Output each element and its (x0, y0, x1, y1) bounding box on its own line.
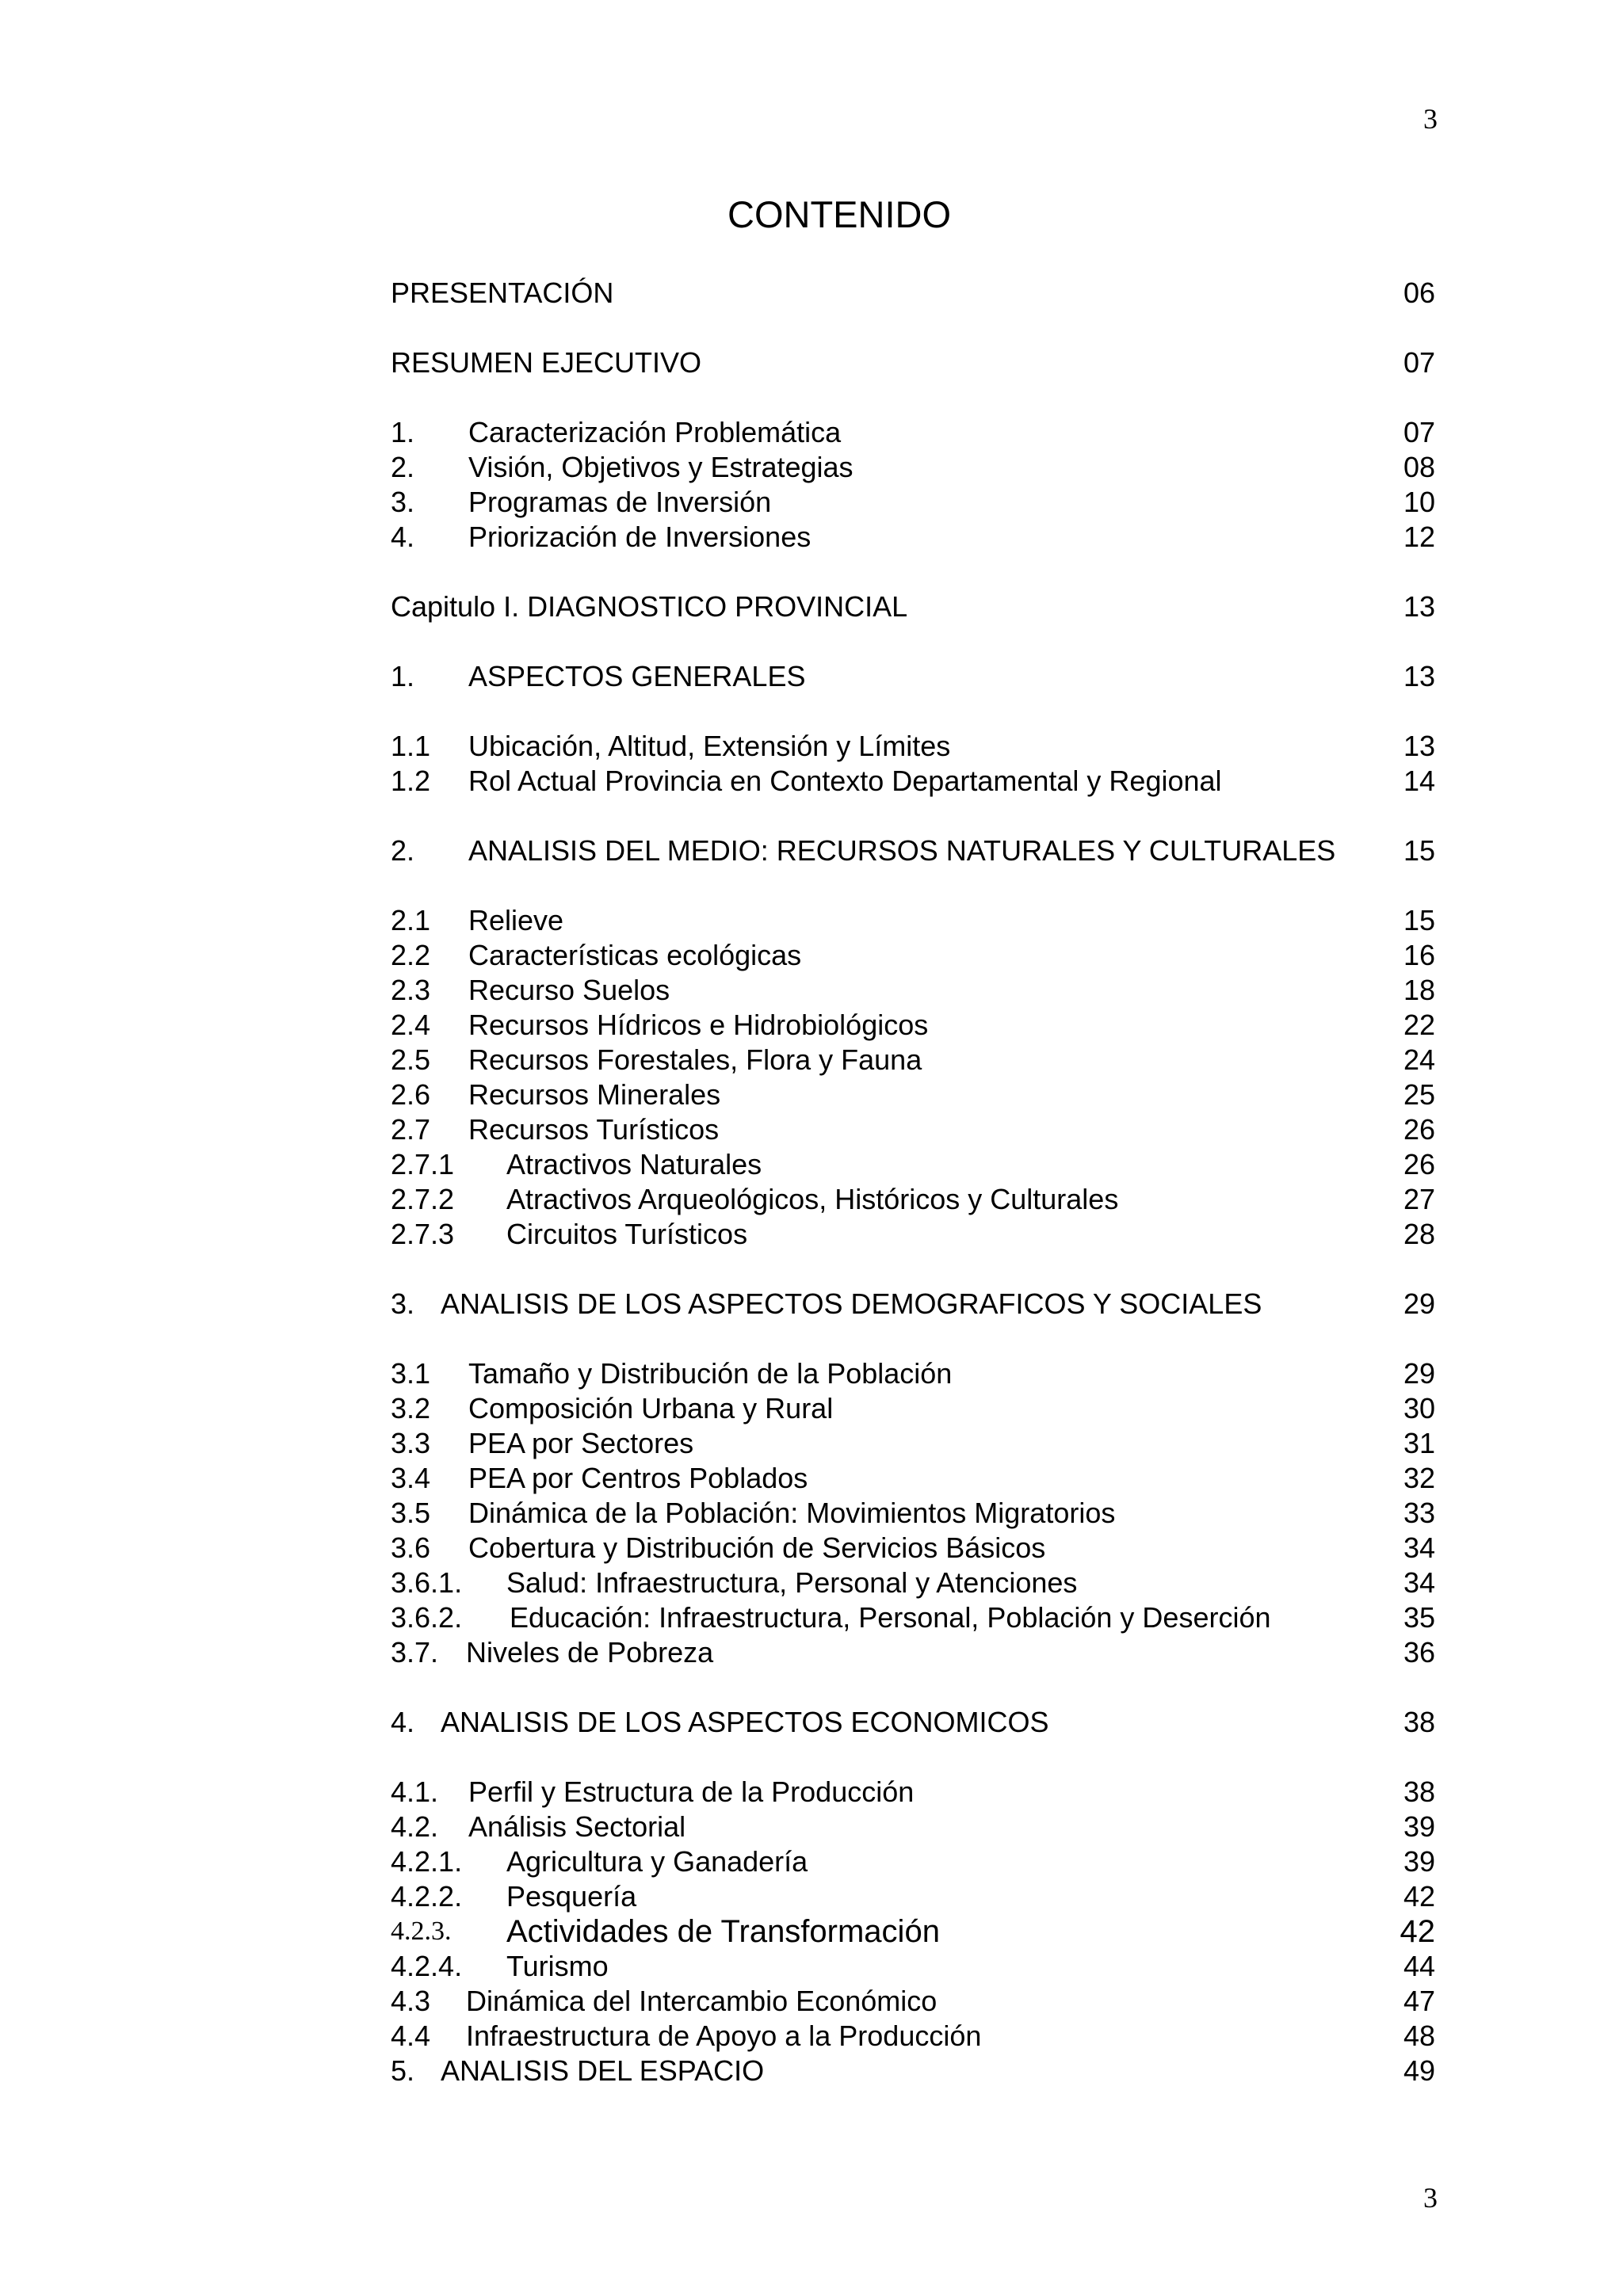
toc-entry-number: 5. (391, 2054, 415, 2087)
toc-entry-number: 2. (391, 834, 415, 867)
toc-entry-page: 10 (1403, 486, 1435, 518)
toc-entry-number: 3.1 (391, 1357, 431, 1390)
toc-entry-page: 06 (1403, 277, 1435, 309)
toc-entry[interactable] (391, 520, 1435, 555)
toc-entry[interactable] (391, 1566, 1435, 1600)
toc-entry[interactable] (391, 276, 1435, 311)
toc-entry-page: 42 (1403, 1880, 1435, 1913)
toc-entry-title: PRESENTACIÓN (391, 277, 614, 309)
toc-entry-page: 15 (1403, 834, 1435, 867)
toc-entry-page: 18 (1403, 974, 1435, 1006)
toc-entry-title: PEA por Centros Poblados (468, 1462, 808, 1494)
page-number-top: 3 (1423, 103, 1438, 135)
page-number-bottom: 3 (1423, 2182, 1438, 2214)
toc-entry-page: 36 (1403, 1636, 1435, 1669)
toc-entry-page: 13 (1403, 660, 1435, 692)
toc-entry-number: 2.7 (391, 1113, 431, 1146)
toc-entry-title: Relieve (468, 904, 564, 936)
toc-entry[interactable] (391, 1182, 1435, 1217)
toc-entry-page: 32 (1403, 1462, 1435, 1494)
toc-entry[interactable] (391, 903, 1435, 938)
toc-entry-title: Visión, Objetivos y Estrategias (468, 451, 854, 483)
toc-entry-page: 39 (1403, 1810, 1435, 1843)
toc-entry-page: 15 (1403, 904, 1435, 936)
toc-entry-number: 4.1. (391, 1775, 439, 1808)
toc-entry-title: Recursos Minerales (468, 1078, 721, 1111)
toc-entry[interactable] (391, 1391, 1435, 1426)
toc-entry-title: Análisis Sectorial (468, 1810, 686, 1843)
toc-entry[interactable] (391, 2054, 1435, 2088)
toc-entry-page: 24 (1403, 1043, 1435, 1076)
toc-entry-page: 13 (1403, 730, 1435, 762)
toc-entry[interactable] (391, 1531, 1435, 1566)
toc-entry-title: Recursos Forestales, Flora y Fauna (468, 1043, 922, 1076)
toc-entry-page: 14 (1403, 765, 1435, 797)
toc-entry[interactable] (391, 1147, 1435, 1182)
toc-entry-page: 44 (1403, 1950, 1435, 1982)
toc-entry-number: 2.6 (391, 1078, 431, 1111)
toc-entry-title: Salud: Infraestructura, Personal y Atenciones (506, 1566, 1078, 1599)
toc-entry-title: Recursos Hídricos e Hidrobiológicos (468, 1009, 929, 1041)
toc-entry-title: ANALISIS DE LOS ASPECTOS DEMOGRAFICOS Y SOCIALES (441, 1287, 1262, 1320)
toc-entry-page: 08 (1403, 451, 1435, 483)
toc-entry-number: 2.2 (391, 939, 431, 971)
toc-entry-title: Infraestructura de Apoyo a la Producción (466, 2019, 982, 2052)
toc-entry[interactable] (391, 1217, 1435, 1252)
toc-entry-title: Circuitos Turísticos (506, 1218, 748, 1250)
toc-entry-title: Atractivos Arqueológicos, Históricos y Culturales (506, 1183, 1119, 1215)
toc-entry-number: 4. (391, 521, 415, 553)
toc-entry[interactable] (391, 1287, 1435, 1322)
toc-entry[interactable] (391, 659, 1435, 694)
toc-entry[interactable] (391, 1914, 1435, 1949)
toc-entry-page: 34 (1403, 1531, 1435, 1564)
toc-entry-page: 48 (1403, 2019, 1435, 2052)
toc-entry-title: RESUMEN EJECUTIVO (391, 346, 702, 379)
toc-entry[interactable] (391, 1844, 1435, 1879)
toc-entry[interactable] (391, 729, 1435, 764)
toc-entry-page: 07 (1403, 346, 1435, 379)
toc-entry-number: 3.7. (391, 1636, 439, 1669)
toc-entry[interactable] (391, 1461, 1435, 1496)
toc-entry[interactable] (391, 2019, 1435, 2054)
toc-entry-title: Atractivos Naturales (506, 1148, 762, 1180)
toc-entry-title: PEA por Sectores (468, 1427, 694, 1459)
toc-entry-title: Educación: Infraestructura, Personal, Población y Deserción (510, 1601, 1271, 1634)
toc-entry[interactable] (391, 973, 1435, 1008)
toc-entry-number: 1.1 (391, 730, 431, 762)
toc-entry-page: 29 (1403, 1287, 1435, 1320)
toc-entry-page: 16 (1403, 939, 1435, 971)
toc-entry-number: 2.1 (391, 904, 431, 936)
toc-entry-title: Agricultura y Ganadería (506, 1845, 808, 1878)
toc-entry[interactable] (391, 833, 1435, 868)
toc-entry-page: 38 (1403, 1706, 1435, 1738)
toc-entry-page: 13 (1403, 590, 1435, 623)
toc-entry-number: 3. (391, 1287, 415, 1320)
toc-entry[interactable] (391, 1112, 1435, 1147)
toc-entry-title: Priorización de Inversiones (468, 521, 812, 553)
toc-entry-number: 2. (391, 451, 415, 483)
toc-entry-page: 25 (1403, 1078, 1435, 1111)
toc-entry-page: 39 (1403, 1845, 1435, 1878)
toc-entry[interactable] (391, 1356, 1435, 1391)
toc-entry-title: Dinámica de la Población: Movimientos Migratorios (468, 1497, 1116, 1529)
toc-entry-number: 3.6 (391, 1531, 431, 1564)
toc-entry-page: 31 (1403, 1427, 1435, 1459)
toc-entry-title: Perfil y Estructura de la Producción (468, 1775, 915, 1808)
toc-entry-page: 30 (1403, 1392, 1435, 1425)
toc-entry-title: Dinámica del Intercambio Económico (466, 1985, 938, 2017)
toc-entry-number: 4.2.3. (391, 1917, 452, 1946)
toc-entry-number: 2.4 (391, 1009, 431, 1041)
toc-entry-title: Pesquería (506, 1880, 637, 1913)
toc-entry-page: 22 (1403, 1009, 1435, 1041)
page-title: CONTENIDO (727, 193, 951, 235)
toc-entry[interactable] (391, 345, 1435, 380)
toc-entry-page: 26 (1403, 1113, 1435, 1146)
toc-entry-page: 49 (1403, 2054, 1435, 2087)
toc-entry-page: 27 (1403, 1183, 1435, 1215)
toc-entry-number: 1. (391, 416, 415, 448)
toc-entry[interactable] (391, 485, 1435, 520)
toc-entry-number: 3.4 (391, 1462, 431, 1494)
toc-entry-title: ASPECTOS GENERALES (468, 660, 806, 692)
toc-entry[interactable] (391, 1008, 1435, 1043)
toc-entry-number: 3.6.1. (391, 1566, 463, 1599)
toc-entry[interactable] (391, 1077, 1435, 1112)
toc-entry-title: ANALISIS DEL MEDIO: RECURSOS NATURALES Y CULTURALES (468, 834, 1336, 867)
toc-entry-number: 1.2 (391, 765, 431, 797)
toc-entry-number: 4.2. (391, 1810, 439, 1843)
toc-entry-title: Cobertura y Distribución de Servicios Básicos (468, 1531, 1046, 1564)
toc-entry-number: 2.7.2 (391, 1183, 455, 1215)
toc-entry-number: 4. (391, 1706, 415, 1738)
toc-entry-page: 26 (1403, 1148, 1435, 1180)
toc-entry-number: 3.5 (391, 1497, 431, 1529)
toc-entry-page: 35 (1403, 1601, 1435, 1634)
toc-entry-title: Actividades de Transformación (506, 1914, 940, 1949)
toc-entry-number: 4.4 (391, 2019, 431, 2052)
toc-entry-number: 4.2.4. (391, 1950, 463, 1982)
toc-entry-number: 4.3 (391, 1985, 431, 2017)
toc-entry-page: 38 (1403, 1775, 1435, 1808)
toc-entry[interactable] (391, 1949, 1435, 1984)
toc-entry[interactable] (391, 938, 1435, 973)
toc-entry-page: 34 (1403, 1566, 1435, 1599)
toc-entry-title: Programas de Inversión (468, 486, 772, 518)
toc-entry[interactable] (391, 1496, 1435, 1531)
toc-entry-title: Ubicación, Altitud, Extensión y Límites (468, 730, 951, 762)
toc-entry-page: 07 (1403, 416, 1435, 448)
toc-entry[interactable] (391, 1635, 1435, 1670)
toc-entry-number: 3. (391, 486, 415, 518)
toc-entry-number: 2.3 (391, 974, 431, 1006)
toc-entry[interactable] (391, 1810, 1435, 1844)
toc-entry-title: Turismo (506, 1950, 609, 1982)
toc-entry-number: 3.6.2. (391, 1601, 463, 1634)
toc-entry[interactable] (391, 589, 1435, 624)
toc-entry-number: 4.2.2. (391, 1880, 463, 1913)
toc-entry-page: 28 (1403, 1218, 1435, 1250)
toc-entry-title: Recursos Turísticos (468, 1113, 720, 1146)
table-of-contents (391, 0, 1435, 2296)
toc-entry-title: Niveles de Pobreza (466, 1636, 714, 1669)
toc-entry-number: 2.7.3 (391, 1218, 455, 1250)
toc-entry-number: 1. (391, 660, 415, 692)
toc-entry[interactable] (391, 415, 1435, 450)
toc-entry-number: 3.3 (391, 1427, 431, 1459)
toc-entry[interactable] (391, 1426, 1435, 1461)
toc-entry[interactable] (391, 450, 1435, 485)
toc-entry-number: 2.7.1 (391, 1148, 455, 1180)
toc-entry[interactable] (391, 1775, 1435, 1810)
toc-entry[interactable] (391, 1043, 1435, 1077)
toc-entry-title: Composición Urbana y Rural (468, 1392, 834, 1425)
toc-entry-title: Tamaño y Distribución de la Población (468, 1357, 953, 1390)
toc-entry-page: 29 (1403, 1357, 1435, 1390)
toc-entry-page: 33 (1403, 1497, 1435, 1529)
toc-entry[interactable] (391, 1879, 1435, 1914)
toc-entry-title: Características ecológicas (468, 939, 802, 971)
toc-entry-number: 4.2.1. (391, 1845, 463, 1878)
toc-entry-title: Capitulo I. DIAGNOSTICO PROVINCIAL (391, 590, 908, 623)
toc-entry[interactable] (391, 764, 1435, 799)
toc-entry-page: 47 (1403, 1985, 1435, 2017)
toc-entry-number: 2.5 (391, 1043, 431, 1076)
toc-entry-title: Recurso Suelos (468, 974, 670, 1006)
toc-entry-number: 3.2 (391, 1392, 431, 1425)
toc-entry-page: 12 (1403, 521, 1435, 553)
toc-entry[interactable] (391, 1600, 1435, 1635)
toc-entry-page: 42 (1400, 1914, 1435, 1949)
toc-entry-title: Caracterización Problemática (468, 416, 842, 448)
toc-entry-title: ANALISIS DEL ESPACIO (441, 2054, 765, 2087)
toc-entry-title: Rol Actual Provincia en Contexto Departamental y Regional (468, 765, 1222, 797)
toc-entry[interactable] (391, 1984, 1435, 2019)
toc-entry[interactable] (391, 1705, 1435, 1740)
toc-entry-title: ANALISIS DE LOS ASPECTOS ECONOMICOS (441, 1706, 1049, 1738)
